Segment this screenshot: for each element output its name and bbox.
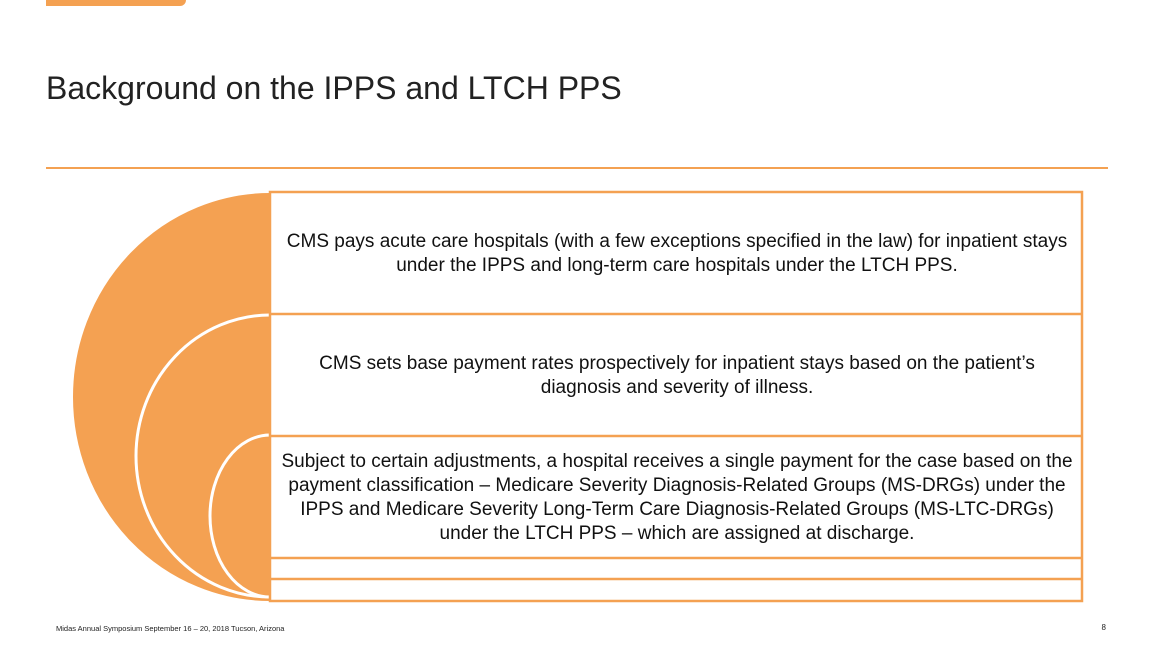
footer-text: Midas Annual Symposium September 16 – 20, 2018 Tucson, Arizona	[56, 624, 285, 633]
bullet-box-3	[274, 437, 1080, 558]
bullet-text-1: CMS pays acute care hospitals (with a few exceptions specified in the law) for inpatient stays under the IPPS and long-term care hospitals under the LTCH PPS.	[286, 230, 1068, 276]
page-number: 8	[1101, 623, 1106, 632]
bullet-box-1	[274, 193, 1080, 314]
slide-title: Background on the IPPS and LTCH PPS	[46, 70, 622, 106]
bullet-text-2: CMS sets base payment rates prospectively for inpatient stays based on the patient’s diagnosis and severity of illness.	[319, 352, 1035, 398]
bullet-box-2	[274, 315, 1080, 436]
bullet-text-3: Subject to certain adjustments, a hospital receives a single payment for the case based on the payment classification – Medicare Severity Diagnosis-Related Groups (MS-DRGs) under the IPPS and Medicare Severity Long-Term Care Diagnosis-Related Groups (MS-LTC-DRGs) under the LTCH PPS – which are assigned at discharge.	[281, 450, 1073, 544]
